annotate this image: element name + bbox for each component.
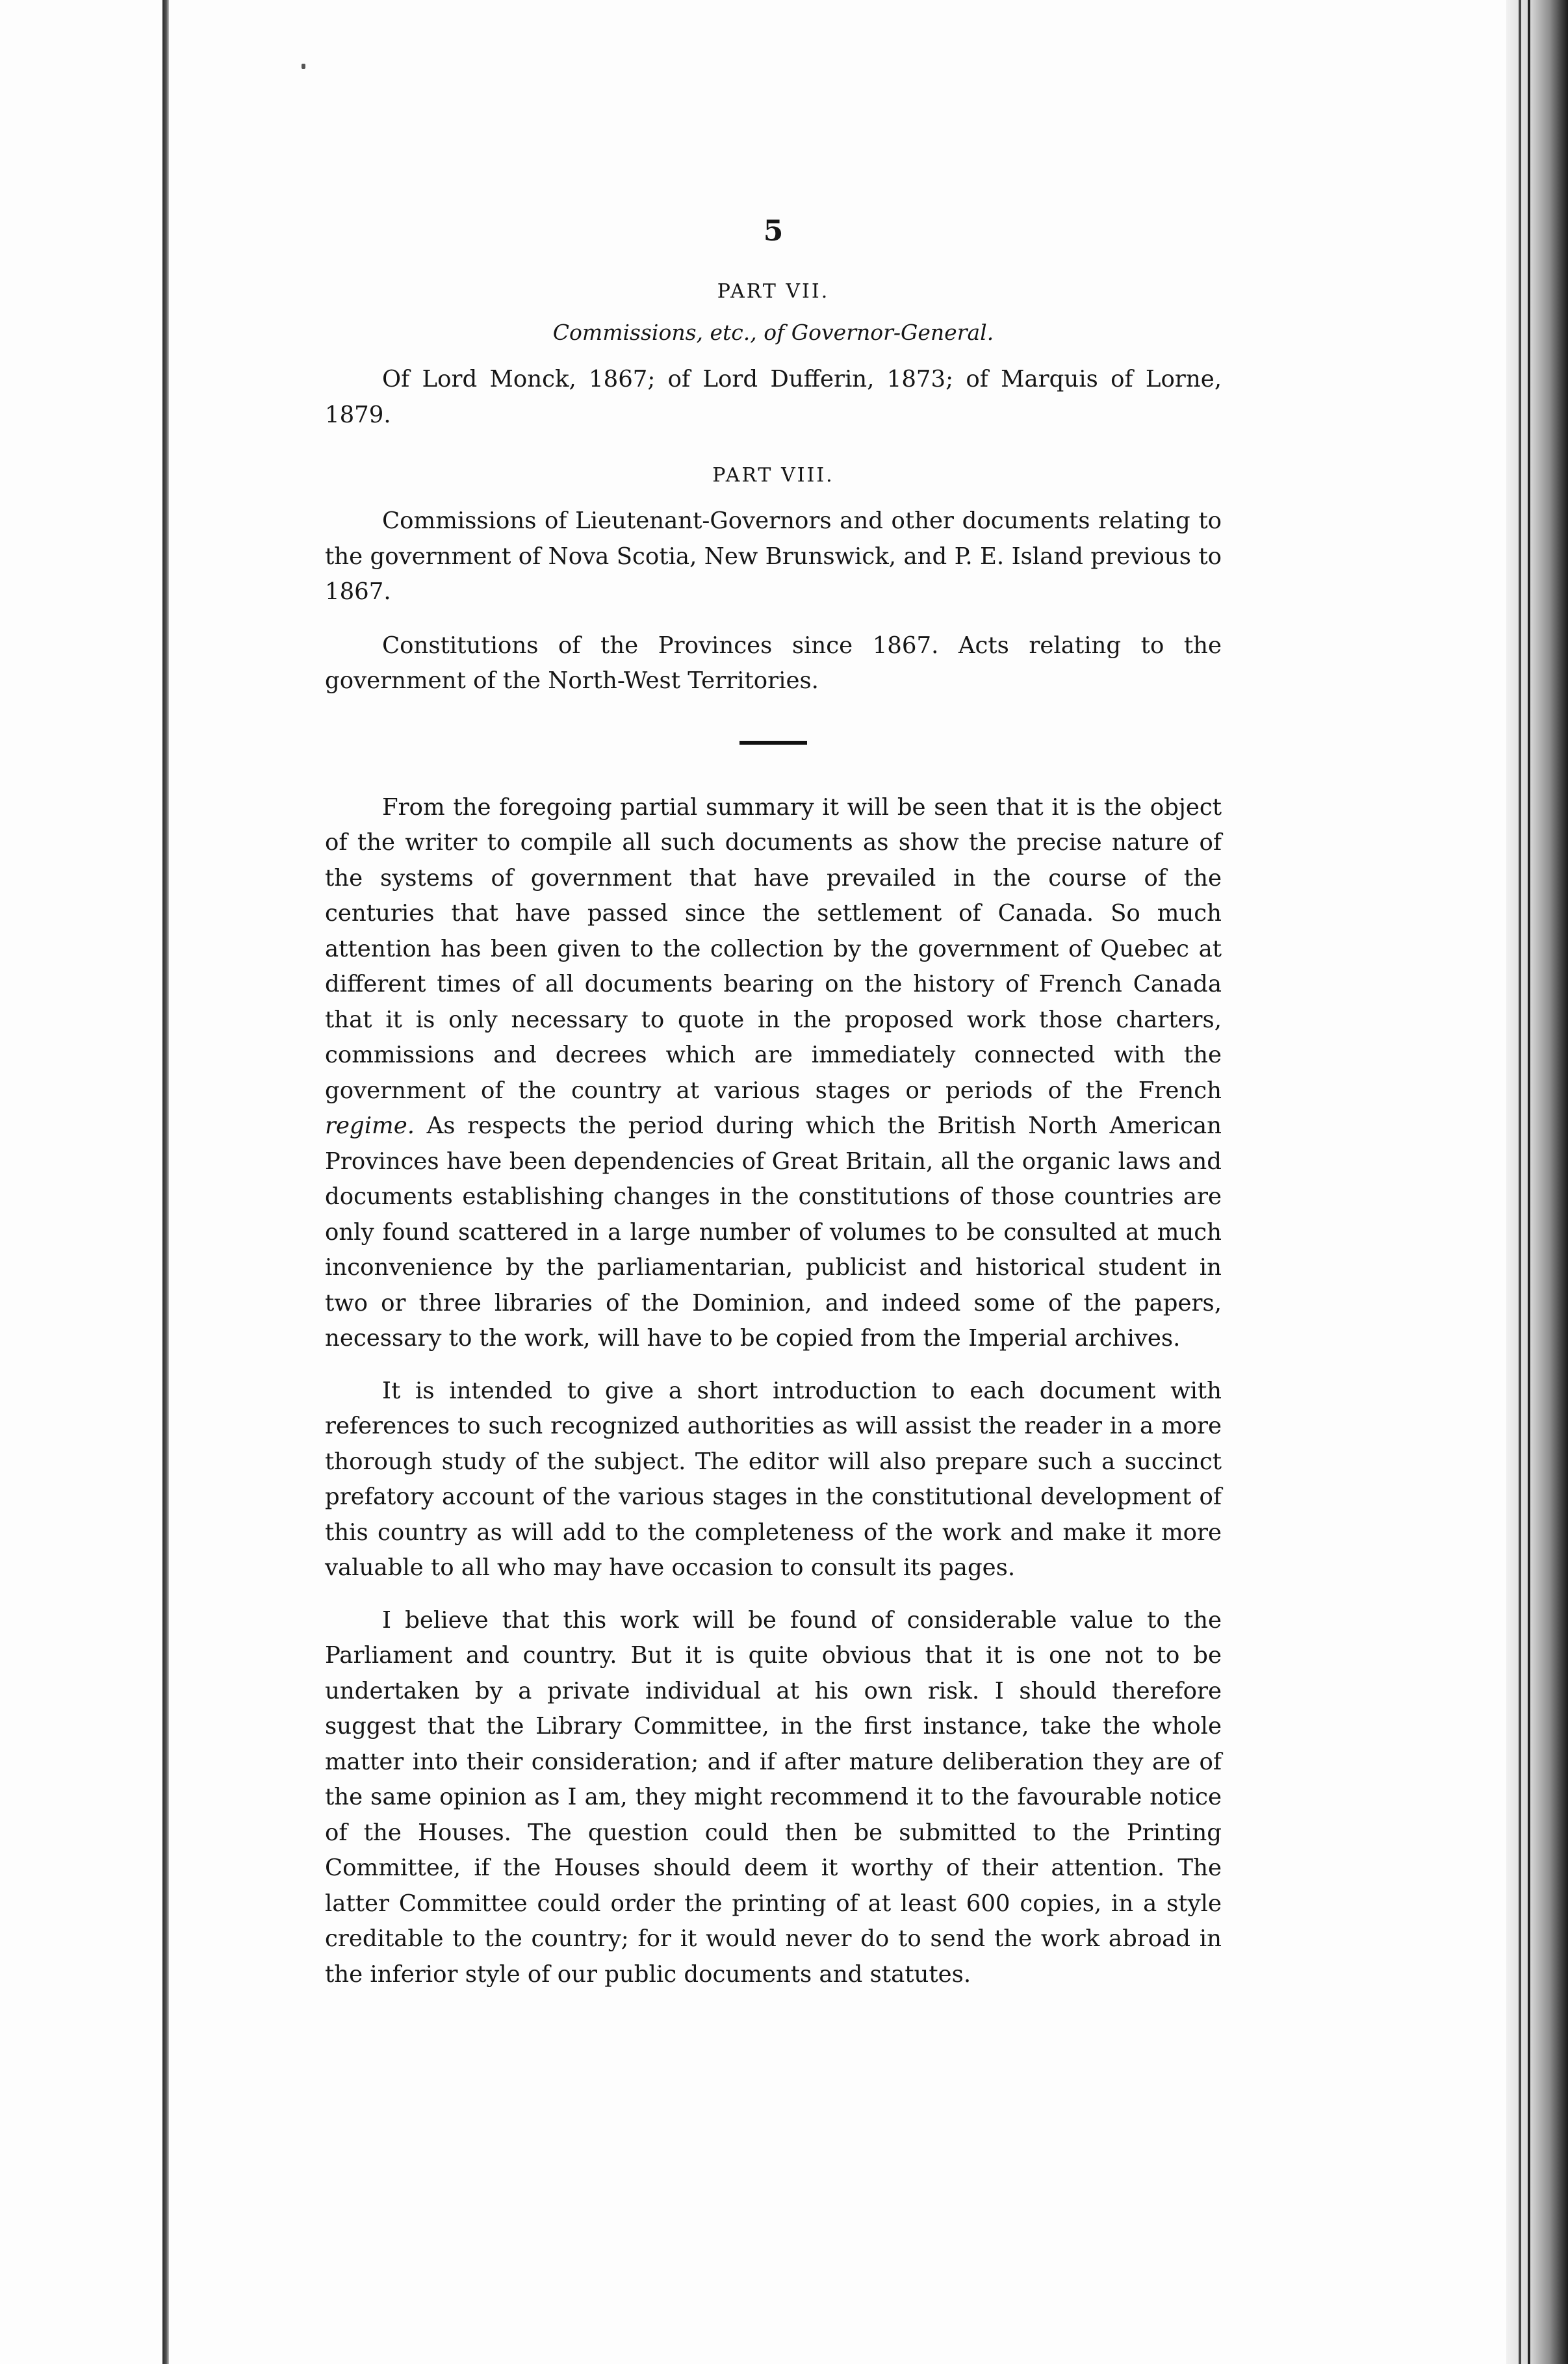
paragraph-text: From the foregoing partial summary it will be seen that it is the object of the writer to compile all such documents as show the precise nature of the systems of government that have prevailed in the course of the centuries that have passed since the settlement of Canada. So much attention has been given to the collection by the government of Quebec at different times of all documents bearing on the history of French Canada that it is only necessary to quote in the proposed work those charters, commissions and decrees which are immediately connected with the government of the country at various stages or periods of the French — [325, 793, 1222, 1104]
section-divider — [739, 741, 807, 745]
part-viii-text-2: Constitutions of the Provinces since 1867. Acts relating to the government of the North-West Territories. — [325, 632, 1222, 694]
part-vii-subtitle: Commissions, etc., of Governor-General. — [552, 320, 994, 345]
part-vii-text: Of Lord Monck, 1867; of Lord Dufferin, 1873; of Marquis of Lorne, 1879. — [325, 366, 1222, 428]
part-viii-heading: PART VIII. — [712, 464, 834, 487]
ink-speck — [302, 64, 305, 69]
page-number: 5 — [763, 214, 784, 248]
part-viii-text-1: Commissions of Lieutenant-Governors and other documents relating to the government of Nova Scotia, New Brunswick, and P. E. Island previous to 1867. — [325, 507, 1222, 605]
body-paragraph-2: It is intended to give a short introduction to each document with references to such recognized authorities as will assist the reader in a more thorough study of the subject. The editor will also prepare such a succinct prefatory account of the various stages in the constitutional development of this country as will add to the completeness of the work and make it more valuable to all who may have occasion to consult its pages. — [325, 1377, 1222, 1581]
paragraph-text: As respects the period during which the British North American Provinces have been dependencies of Great Britain, all the organic laws and documents establishing changes in the constitutions of those countries are only found scattered in a large number of volumes to be consulted at much inconvenience by the parliamentarian, publicist and historical student in two or three libraries of the Dominion, and indeed some of the papers, necessary to the work, will have to be copied from the Imperial archives. — [325, 1112, 1222, 1352]
page-edge-line — [1519, 0, 1521, 2364]
body-paragraph-3: I believe that this work will be found of considerable value to the Parliament and country. But it is quite obvious that it is one not to be undertaken by a private individual at his own risk. I should therefore suggest that the Library Committee, in the first instance, take the whole matter into their consideration; and if after mature deliberation they are of the same opinion as I am, they might recommend it to the favourable notice of the Houses. The question could then be submitted to the Printing Committee, if the Houses should deem it worthy of their attention. The latter Committee could order the printing of at least 600 copies, in a style creditable to the country; for it would never do to send the work abroad in the inferior style of our public documents and statutes. — [325, 1606, 1222, 1988]
italic-word: regime. — [325, 1112, 415, 1139]
page-edge-line — [1528, 0, 1530, 2364]
body-paragraph-1 — [325, 790, 1222, 1357]
page-stack-edge — [1506, 0, 1568, 2364]
part-vii-heading: PART VII. — [717, 280, 830, 303]
page-content — [325, 214, 1222, 1992]
binding-edge — [162, 0, 169, 2364]
